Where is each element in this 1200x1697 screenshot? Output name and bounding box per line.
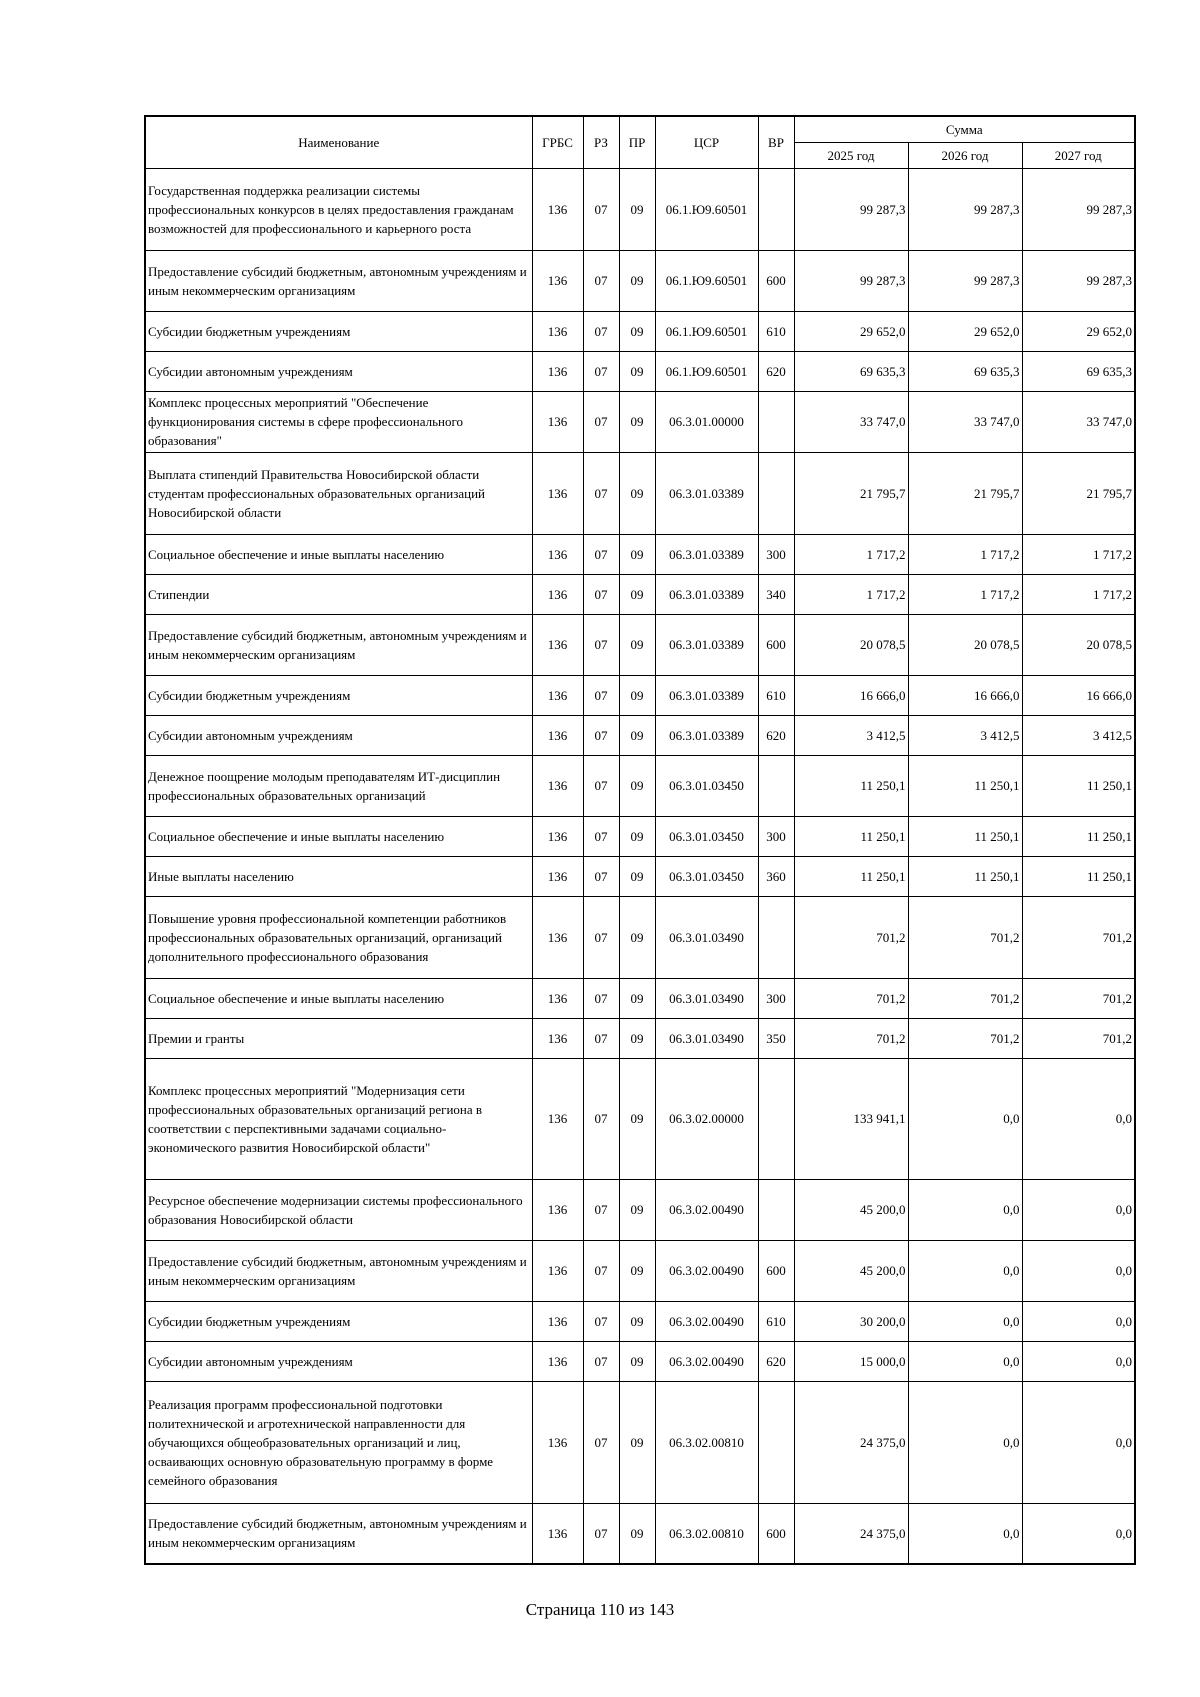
page-number: Страница 110 из 143 bbox=[525, 1600, 675, 1619]
cell-name: Субсидии бюджетным учреждениям bbox=[145, 1301, 532, 1341]
cell-sum-2026: 701,2 bbox=[908, 1018, 1022, 1058]
cell-grbs: 136 bbox=[532, 614, 583, 675]
table-row bbox=[145, 1301, 1135, 1341]
cell-rz: 07 bbox=[583, 816, 619, 856]
header-vr: ВР bbox=[758, 116, 794, 168]
cell-sum-2026: 701,2 bbox=[908, 978, 1022, 1018]
cell-vr: 600 bbox=[758, 1240, 794, 1301]
cell-sum-2026: 0,0 bbox=[908, 1341, 1022, 1381]
cell-name: Повышение уровня профессиональной компетенции работников профессиональных образовательных организаций, организаций дополнительного профессионального образования bbox=[145, 896, 532, 978]
cell-grbs: 136 bbox=[532, 978, 583, 1018]
cell-csr: 06.3.02.00810 bbox=[655, 1381, 758, 1503]
cell-rz: 07 bbox=[583, 168, 619, 250]
cell-grbs: 136 bbox=[532, 1341, 583, 1381]
cell-sum-2027: 1 717,2 bbox=[1022, 574, 1135, 614]
cell-rz: 07 bbox=[583, 1058, 619, 1179]
cell-vr: 360 bbox=[758, 856, 794, 896]
cell-csr: 06.1.Ю9.60501 bbox=[655, 250, 758, 311]
table-row bbox=[145, 896, 1135, 978]
cell-name: Субсидии бюджетным учреждениям bbox=[145, 675, 532, 715]
cell-grbs: 136 bbox=[532, 856, 583, 896]
cell-vr bbox=[758, 755, 794, 816]
cell-csr: 06.3.01.03490 bbox=[655, 896, 758, 978]
cell-name: Премии и гранты bbox=[145, 1018, 532, 1058]
cell-csr: 06.3.02.00490 bbox=[655, 1240, 758, 1301]
cell-pr: 09 bbox=[619, 1018, 655, 1058]
cell-sum-2025: 11 250,1 bbox=[794, 755, 908, 816]
cell-name: Субсидии автономным учреждениям bbox=[145, 1341, 532, 1381]
budget-table bbox=[144, 115, 1136, 1565]
cell-vr: 610 bbox=[758, 311, 794, 351]
cell-sum-2025: 20 078,5 bbox=[794, 614, 908, 675]
cell-rz: 07 bbox=[583, 311, 619, 351]
cell-pr: 09 bbox=[619, 755, 655, 816]
cell-sum-2027: 0,0 bbox=[1022, 1341, 1135, 1381]
cell-name: Предоставление субсидий бюджетным, автономным учреждениям и иным некоммерческим организациям bbox=[145, 1240, 532, 1301]
cell-rz: 07 bbox=[583, 534, 619, 574]
cell-vr: 620 bbox=[758, 351, 794, 391]
cell-sum-2026: 29 652,0 bbox=[908, 311, 1022, 351]
cell-sum-2027: 0,0 bbox=[1022, 1240, 1135, 1301]
header-year-2025: 2025 год bbox=[794, 142, 908, 168]
cell-vr bbox=[758, 391, 794, 452]
cell-sum-2025: 24 375,0 bbox=[794, 1503, 908, 1564]
table-row bbox=[145, 1058, 1135, 1179]
cell-grbs: 136 bbox=[532, 755, 583, 816]
header-year-2026: 2026 год bbox=[908, 142, 1022, 168]
cell-sum-2026: 33 747,0 bbox=[908, 391, 1022, 452]
cell-vr: 600 bbox=[758, 250, 794, 311]
cell-csr: 06.3.01.03389 bbox=[655, 534, 758, 574]
cell-sum-2025: 1 717,2 bbox=[794, 534, 908, 574]
cell-pr: 09 bbox=[619, 311, 655, 351]
cell-name: Предоставление субсидий бюджетным, автономным учреждениям и иным некоммерческим организациям bbox=[145, 614, 532, 675]
cell-csr: 06.3.02.00490 bbox=[655, 1301, 758, 1341]
cell-sum-2027: 0,0 bbox=[1022, 1058, 1135, 1179]
cell-sum-2025: 21 795,7 bbox=[794, 452, 908, 534]
cell-sum-2025: 24 375,0 bbox=[794, 1381, 908, 1503]
cell-sum-2027: 3 412,5 bbox=[1022, 715, 1135, 755]
table-row bbox=[145, 391, 1135, 452]
cell-csr: 06.3.01.03450 bbox=[655, 816, 758, 856]
cell-pr: 09 bbox=[619, 250, 655, 311]
cell-csr: 06.1.Ю9.60501 bbox=[655, 351, 758, 391]
cell-grbs: 136 bbox=[532, 574, 583, 614]
cell-sum-2027: 16 666,0 bbox=[1022, 675, 1135, 715]
cell-sum-2025: 701,2 bbox=[794, 1018, 908, 1058]
cell-csr: 06.3.01.03389 bbox=[655, 675, 758, 715]
cell-sum-2025: 15 000,0 bbox=[794, 1341, 908, 1381]
cell-rz: 07 bbox=[583, 1503, 619, 1564]
table-row bbox=[145, 168, 1135, 250]
header-name: Наименование bbox=[145, 116, 532, 168]
cell-rz: 07 bbox=[583, 250, 619, 311]
cell-sum-2025: 45 200,0 bbox=[794, 1179, 908, 1240]
cell-pr: 09 bbox=[619, 168, 655, 250]
cell-pr: 09 bbox=[619, 391, 655, 452]
cell-vr bbox=[758, 1058, 794, 1179]
cell-pr: 09 bbox=[619, 574, 655, 614]
cell-name: Комплекс процессных мероприятий "Обеспечение функционирования системы в сфере профессионального образования" bbox=[145, 391, 532, 452]
cell-vr bbox=[758, 1381, 794, 1503]
cell-sum-2026: 0,0 bbox=[908, 1179, 1022, 1240]
cell-csr: 06.3.01.03450 bbox=[655, 856, 758, 896]
cell-csr: 06.1.Ю9.60501 bbox=[655, 311, 758, 351]
header-csr: ЦСР bbox=[655, 116, 758, 168]
cell-rz: 07 bbox=[583, 351, 619, 391]
cell-sum-2026: 20 078,5 bbox=[908, 614, 1022, 675]
cell-name: Социальное обеспечение и иные выплаты населению bbox=[145, 816, 532, 856]
cell-pr: 09 bbox=[619, 1341, 655, 1381]
cell-sum-2027: 11 250,1 bbox=[1022, 856, 1135, 896]
cell-name: Ресурсное обеспечение модернизации системы профессионального образования Новосибирской области bbox=[145, 1179, 532, 1240]
cell-grbs: 136 bbox=[532, 452, 583, 534]
table-row bbox=[145, 856, 1135, 896]
cell-vr: 300 bbox=[758, 534, 794, 574]
cell-sum-2025: 701,2 bbox=[794, 896, 908, 978]
cell-name: Стипендии bbox=[145, 574, 532, 614]
cell-pr: 09 bbox=[619, 1503, 655, 1564]
cell-sum-2026: 0,0 bbox=[908, 1301, 1022, 1341]
cell-name: Социальное обеспечение и иные выплаты населению bbox=[145, 978, 532, 1018]
cell-pr: 09 bbox=[619, 1179, 655, 1240]
cell-sum-2025: 99 287,3 bbox=[794, 250, 908, 311]
cell-sum-2026: 11 250,1 bbox=[908, 856, 1022, 896]
cell-sum-2027: 701,2 bbox=[1022, 1018, 1135, 1058]
cell-pr: 09 bbox=[619, 1381, 655, 1503]
table-row bbox=[145, 1341, 1135, 1381]
table-row bbox=[145, 715, 1135, 755]
cell-pr: 09 bbox=[619, 715, 655, 755]
cell-sum-2025: 1 717,2 bbox=[794, 574, 908, 614]
cell-grbs: 136 bbox=[532, 168, 583, 250]
cell-rz: 07 bbox=[583, 614, 619, 675]
cell-sum-2027: 21 795,7 bbox=[1022, 452, 1135, 534]
cell-csr: 06.3.01.03490 bbox=[655, 978, 758, 1018]
cell-grbs: 136 bbox=[532, 311, 583, 351]
cell-pr: 09 bbox=[619, 1058, 655, 1179]
cell-sum-2026: 0,0 bbox=[908, 1058, 1022, 1179]
cell-sum-2027: 11 250,1 bbox=[1022, 816, 1135, 856]
cell-grbs: 136 bbox=[532, 1503, 583, 1564]
cell-rz: 07 bbox=[583, 452, 619, 534]
cell-sum-2026: 99 287,3 bbox=[908, 168, 1022, 250]
header-year-2027: 2027 год bbox=[1022, 142, 1135, 168]
cell-sum-2027: 0,0 bbox=[1022, 1381, 1135, 1503]
table-row bbox=[145, 452, 1135, 534]
cell-sum-2027: 69 635,3 bbox=[1022, 351, 1135, 391]
cell-sum-2025: 701,2 bbox=[794, 978, 908, 1018]
cell-name: Денежное поощрение молодым преподавателям ИТ-дисциплин профессиональных образовательных организаций bbox=[145, 755, 532, 816]
cell-pr: 09 bbox=[619, 675, 655, 715]
cell-csr: 06.3.01.03389 bbox=[655, 574, 758, 614]
cell-sum-2025: 16 666,0 bbox=[794, 675, 908, 715]
cell-vr: 610 bbox=[758, 675, 794, 715]
cell-vr: 620 bbox=[758, 715, 794, 755]
table-row bbox=[145, 978, 1135, 1018]
cell-rz: 07 bbox=[583, 1179, 619, 1240]
cell-name: Комплекс процессных мероприятий "Модернизация сети профессиональных образовательных организаций региона в соответствии с перспективными задачами социально-экономического развития Новосибирской области" bbox=[145, 1058, 532, 1179]
table-row bbox=[145, 1240, 1135, 1301]
cell-name: Иные выплаты населению bbox=[145, 856, 532, 896]
cell-sum-2027: 33 747,0 bbox=[1022, 391, 1135, 452]
cell-grbs: 136 bbox=[532, 816, 583, 856]
cell-rz: 07 bbox=[583, 978, 619, 1018]
cell-grbs: 136 bbox=[532, 1058, 583, 1179]
cell-sum-2026: 3 412,5 bbox=[908, 715, 1022, 755]
cell-sum-2026: 1 717,2 bbox=[908, 534, 1022, 574]
cell-sum-2025: 133 941,1 bbox=[794, 1058, 908, 1179]
cell-rz: 07 bbox=[583, 896, 619, 978]
cell-sum-2025: 99 287,3 bbox=[794, 168, 908, 250]
cell-name: Предоставление субсидий бюджетным, автономным учреждениям и иным некоммерческим организациям bbox=[145, 1503, 532, 1564]
cell-sum-2026: 701,2 bbox=[908, 896, 1022, 978]
cell-sum-2027: 11 250,1 bbox=[1022, 755, 1135, 816]
cell-sum-2026: 99 287,3 bbox=[908, 250, 1022, 311]
cell-name: Социальное обеспечение и иные выплаты населению bbox=[145, 534, 532, 574]
cell-sum-2027: 701,2 bbox=[1022, 978, 1135, 1018]
cell-rz: 07 bbox=[583, 574, 619, 614]
cell-rz: 07 bbox=[583, 856, 619, 896]
cell-pr: 09 bbox=[619, 534, 655, 574]
cell-sum-2026: 11 250,1 bbox=[908, 755, 1022, 816]
cell-vr: 620 bbox=[758, 1341, 794, 1381]
cell-grbs: 136 bbox=[532, 351, 583, 391]
table-row bbox=[145, 1179, 1135, 1240]
cell-grbs: 136 bbox=[532, 1179, 583, 1240]
cell-grbs: 136 bbox=[532, 534, 583, 574]
cell-vr: 610 bbox=[758, 1301, 794, 1341]
cell-sum-2025: 11 250,1 bbox=[794, 856, 908, 896]
cell-csr: 06.3.01.03389 bbox=[655, 715, 758, 755]
cell-name: Субсидии бюджетным учреждениям bbox=[145, 311, 532, 351]
cell-grbs: 136 bbox=[532, 1381, 583, 1503]
cell-csr: 06.3.01.00000 bbox=[655, 391, 758, 452]
cell-csr: 06.3.01.03389 bbox=[655, 614, 758, 675]
cell-csr: 06.3.01.03389 bbox=[655, 452, 758, 534]
cell-sum-2025: 3 412,5 bbox=[794, 715, 908, 755]
cell-csr: 06.3.01.03490 bbox=[655, 1018, 758, 1058]
cell-sum-2027: 99 287,3 bbox=[1022, 168, 1135, 250]
cell-grbs: 136 bbox=[532, 896, 583, 978]
cell-sum-2025: 33 747,0 bbox=[794, 391, 908, 452]
cell-pr: 09 bbox=[619, 856, 655, 896]
cell-vr: 300 bbox=[758, 978, 794, 1018]
cell-grbs: 136 bbox=[532, 715, 583, 755]
table-row bbox=[145, 534, 1135, 574]
cell-sum-2026: 1 717,2 bbox=[908, 574, 1022, 614]
cell-grbs: 136 bbox=[532, 250, 583, 311]
cell-sum-2027: 701,2 bbox=[1022, 896, 1135, 978]
table-header bbox=[145, 116, 1135, 168]
cell-sum-2025: 69 635,3 bbox=[794, 351, 908, 391]
cell-pr: 09 bbox=[619, 351, 655, 391]
cell-grbs: 136 bbox=[532, 1301, 583, 1341]
cell-grbs: 136 bbox=[532, 1018, 583, 1058]
table-row bbox=[145, 1503, 1135, 1564]
cell-sum-2026: 21 795,7 bbox=[908, 452, 1022, 534]
cell-csr: 06.3.02.00810 bbox=[655, 1503, 758, 1564]
table-row bbox=[145, 816, 1135, 856]
cell-vr bbox=[758, 168, 794, 250]
cell-sum-2026: 0,0 bbox=[908, 1381, 1022, 1503]
cell-sum-2027: 29 652,0 bbox=[1022, 311, 1135, 351]
cell-sum-2025: 45 200,0 bbox=[794, 1240, 908, 1301]
cell-name: Предоставление субсидий бюджетным, автономным учреждениям и иным некоммерческим организациям bbox=[145, 250, 532, 311]
cell-grbs: 136 bbox=[532, 1240, 583, 1301]
table-row bbox=[145, 1018, 1135, 1058]
header-rz: РЗ bbox=[583, 116, 619, 168]
cell-vr bbox=[758, 452, 794, 534]
cell-rz: 07 bbox=[583, 1018, 619, 1058]
cell-grbs: 136 bbox=[532, 391, 583, 452]
cell-vr: 600 bbox=[758, 614, 794, 675]
cell-name: Выплата стипендий Правительства Новосибирской области студентам профессиональных образовательных организаций Новосибирской области bbox=[145, 452, 532, 534]
cell-pr: 09 bbox=[619, 1301, 655, 1341]
cell-sum-2025: 29 652,0 bbox=[794, 311, 908, 351]
cell-sum-2027: 0,0 bbox=[1022, 1503, 1135, 1564]
cell-csr: 06.3.02.00490 bbox=[655, 1179, 758, 1240]
cell-grbs: 136 bbox=[532, 675, 583, 715]
cell-rz: 07 bbox=[583, 1381, 619, 1503]
cell-csr: 06.3.01.03450 bbox=[655, 755, 758, 816]
cell-name: Субсидии автономным учреждениям bbox=[145, 715, 532, 755]
cell-sum-2026: 69 635,3 bbox=[908, 351, 1022, 391]
cell-sum-2026: 0,0 bbox=[908, 1240, 1022, 1301]
cell-name: Реализация программ профессиональной подготовки политехнической и агротехнической направленности для обучающихся общеобразовательных организаций и лиц, осваивающих основную образовательную программу в форме семейного образования bbox=[145, 1381, 532, 1503]
table-row bbox=[145, 574, 1135, 614]
cell-csr: 06.1.Ю9.60501 bbox=[655, 168, 758, 250]
table-row bbox=[145, 1381, 1135, 1503]
header-sum: Сумма bbox=[794, 116, 1135, 142]
table-row bbox=[145, 614, 1135, 675]
cell-rz: 07 bbox=[583, 391, 619, 452]
cell-sum-2027: 1 717,2 bbox=[1022, 534, 1135, 574]
cell-pr: 09 bbox=[619, 978, 655, 1018]
cell-sum-2026: 11 250,1 bbox=[908, 816, 1022, 856]
cell-rz: 07 bbox=[583, 715, 619, 755]
cell-vr: 350 bbox=[758, 1018, 794, 1058]
cell-sum-2027: 0,0 bbox=[1022, 1301, 1135, 1341]
cell-sum-2025: 30 200,0 bbox=[794, 1301, 908, 1341]
cell-pr: 09 bbox=[619, 614, 655, 675]
cell-sum-2027: 0,0 bbox=[1022, 1179, 1135, 1240]
cell-vr: 600 bbox=[758, 1503, 794, 1564]
cell-rz: 07 bbox=[583, 1240, 619, 1301]
cell-name: Государственная поддержка реализации системы профессиональных конкурсов в целях предоставления гражданам возможностей для профессионального и карьерного роста bbox=[145, 168, 532, 250]
cell-rz: 07 bbox=[583, 1341, 619, 1381]
cell-sum-2026: 0,0 bbox=[908, 1503, 1022, 1564]
table-body bbox=[145, 168, 1135, 1564]
cell-csr: 06.3.02.00490 bbox=[655, 1341, 758, 1381]
cell-rz: 07 bbox=[583, 1301, 619, 1341]
cell-sum-2025: 11 250,1 bbox=[794, 816, 908, 856]
table-row bbox=[145, 675, 1135, 715]
table-row bbox=[145, 351, 1135, 391]
cell-vr: 300 bbox=[758, 816, 794, 856]
cell-pr: 09 bbox=[619, 816, 655, 856]
header-grbs: ГРБС bbox=[532, 116, 583, 168]
cell-vr bbox=[758, 896, 794, 978]
cell-sum-2027: 99 287,3 bbox=[1022, 250, 1135, 311]
cell-sum-2026: 16 666,0 bbox=[908, 675, 1022, 715]
cell-rz: 07 bbox=[583, 675, 619, 715]
cell-vr: 340 bbox=[758, 574, 794, 614]
cell-pr: 09 bbox=[619, 452, 655, 534]
cell-rz: 07 bbox=[583, 755, 619, 816]
cell-vr bbox=[758, 1179, 794, 1240]
table-row bbox=[145, 755, 1135, 816]
table-row bbox=[145, 250, 1135, 311]
cell-pr: 09 bbox=[619, 896, 655, 978]
table-row bbox=[145, 311, 1135, 351]
header-pr: ПР bbox=[619, 116, 655, 168]
cell-pr: 09 bbox=[619, 1240, 655, 1301]
cell-name: Субсидии автономным учреждениям bbox=[145, 351, 532, 391]
cell-sum-2027: 20 078,5 bbox=[1022, 614, 1135, 675]
cell-csr: 06.3.02.00000 bbox=[655, 1058, 758, 1179]
